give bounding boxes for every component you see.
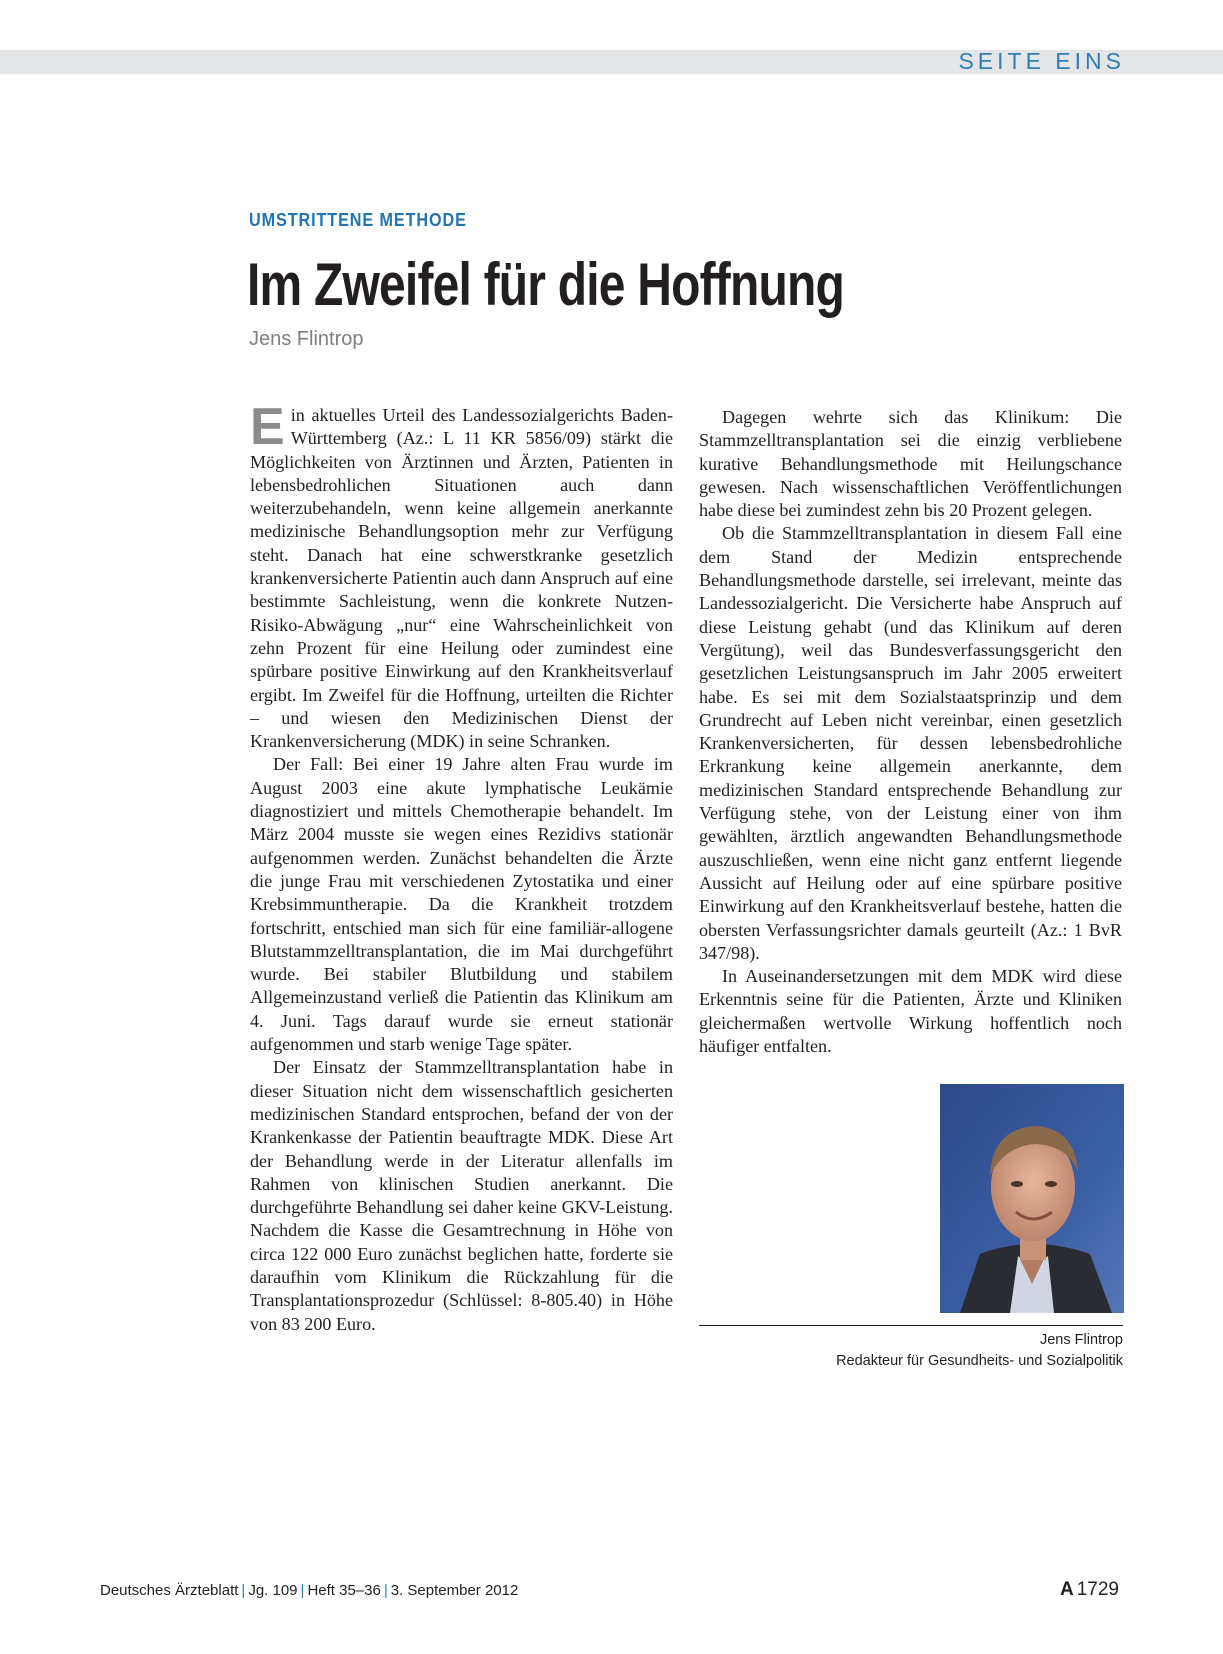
article-paragraph: Der Fall: Bei einer 19 Jahre alten Frau wurde im August 2003 eine akute lymphatische Leukämie diagnostiziert und mittels Chemotherapie behandelt. Im März 2004 musste sie wegen eines Rezidivs stationär aufgenommen werden. Zunächst behandelten die Ärzte die junge Frau mit verschiedenen Zytostatika und einer Krebsimmuntherapie. Da die Krankheit trotzdem fortschritt, entschied man sich für eine familiär-allogene Blutstammzelltransplantation, die im Mai durchgeführt wurde. Bei stabiler Blutbildung und stabilem Allgemeinzustand verließ die Patientin das Klinikum am 4. Juni. Tags darauf wurde sie erneut stationär aufgenommen und starb wenige Tage später.: [250, 754, 673, 1055]
article-headline: Im Zweifel für die Hoffnung: [247, 251, 845, 318]
footer-separator: |: [300, 1582, 305, 1599]
article-paragraph: Ob die Stammzelltransplantation in diesem Fall eine dem Stand der Medizin entsprechende Behandlungsmethode darstelle, sei irrelevant, meinte das Landessozialgericht. Die Versicherte habe Anspruch auf diese Leistung gehabt (und das Klinikum auf deren Vergütung), weil das Bundesverfassungsgericht den gesetzlichen Leistungsanspruch im Jahr 2005 erweitert habe. Es sei mit dem Sozialstaatsprinzip und dem Grundrecht auf Leben nicht vereinbar, einen gesetzlich Krankenversicherten, für dessen lebensbedrohliche Erkrankung keine allgemein anerkannte, dem medizinischen Standard entsprechende Behandlung zur Verfügung stehe, von der Leistung einer von ihm gewählten, ärztlich angewandten Behandlungsmethode auszuschließen, wenn eine nicht ganz entfernt liegende Aussicht auf Heilung oder auf eine spürbare positive Einwirkung auf den Krankheitsverlauf bestehe, hatten die obersten Verfassungsrichter damals geurteilt (Az.: 1 BvR 347/98).: [699, 523, 1122, 963]
footer-date: 3. September 2012: [390, 1582, 519, 1599]
article-paragraph: Dagegen wehrte sich das Klinikum: Die Stammzelltransplantation sei die einzig verbliebene kurative Behandlungsmethode mit Heilungschance gewesen. Nach wissenschaftlichen Veröffentlichungen habe diese bei zumindest zehn bis 20 Prozent gelegen.: [699, 407, 1122, 521]
caption-role: Redakteur für Gesundheits- und Sozialpolitik: [836, 1353, 1123, 1369]
author-photo: [940, 1084, 1124, 1313]
caption-rule: [699, 1325, 1123, 1326]
footer-issue: Heft 35–36: [307, 1582, 381, 1599]
article-kicker: UMSTRITTENE METHODE: [249, 210, 467, 230]
footer-separator: |: [383, 1582, 388, 1599]
article-paragraph: Der Einsatz der Stammzelltransplantation habe in dieser Situation nicht dem wissenschaftlich gesicherten medizinischen Standard entsprochen, befand der von der Krankenkasse der Patientin beauftragte MDK. Diese Art der Behandlung werde in der Literatur allenfalls im Rahmen von klinischen Studien anerkannt. Die durchgeführte Behandlung sei daher keine GKV-Leistung. Nachdem die Kasse die Gesamtrechnung in Höhe von circa 122 000 Euro zunächst beglichen hatte, forderte sie daraufhin vom Klinikum die Rückzahlung für die Transplantationsprozedur (Schlüssel: 8-805.40) in Höhe von 83 200 Euro.: [250, 1057, 673, 1334]
page-number-value: 1729: [1076, 1579, 1119, 1600]
footer-volume: Jg. 109: [248, 1582, 298, 1599]
article-paragraph: In Auseinandersetzungen mit dem MDK wird diese Erkenntnis seine für die Patienten, Ärzte und Kliniken gleichermaßen wertvolle Wirkung hoffentlich noch häufiger entfalten.: [699, 966, 1122, 1057]
article-column-right: [699, 406, 1122, 1058]
page-number: [1060, 1579, 1119, 1601]
section-label: SEITE EINS: [958, 48, 1125, 74]
footer-separator: |: [241, 1582, 246, 1599]
footer-journal: Deutsches Ärzteblatt: [100, 1582, 239, 1599]
article-column-left: [250, 398, 673, 1336]
article-paragraph: Ein aktuelles Urteil des Landessozialgerichts Baden-Württemberg (Az.: L 11 KR 5856/09) stärkt die Möglichkeiten von Ärztinnen und Ärzten, Patienten in lebensbedrohlichen Situationen auch dann weiterzubehandeln, wenn keine allgemein anerkannte medizinische Behandlungsoption mehr zur Verfügung steht. Danach hat eine schwerstkranke gesetzlich krankenversicherte Patientin auch dann Anspruch auf eine bestimmte Sachleistung, wenn die konkrete Nutzen-Risiko-Abwägung „nur“ eine Wahrscheinlichkeit von zehn Prozent für eine Heilung oder zumindest eine spürbare positive Einwirkung auf den Krankheitsverlauf ergibt. Im Zweifel für die Hoffnung, urteilten die Richter – und wiesen den Medizinischen Dienst der Krankenversicherung (MDK) in seine Schranken.: [250, 398, 673, 752]
drop-cap: E: [250, 398, 285, 456]
caption-name: Jens Flintrop: [1039, 1332, 1123, 1348]
article-author: Jens Flintrop: [249, 328, 364, 350]
page-letter: A: [1059, 1579, 1074, 1600]
photo-caption: [836, 1330, 1123, 1372]
page-footer: [100, 1582, 518, 1599]
